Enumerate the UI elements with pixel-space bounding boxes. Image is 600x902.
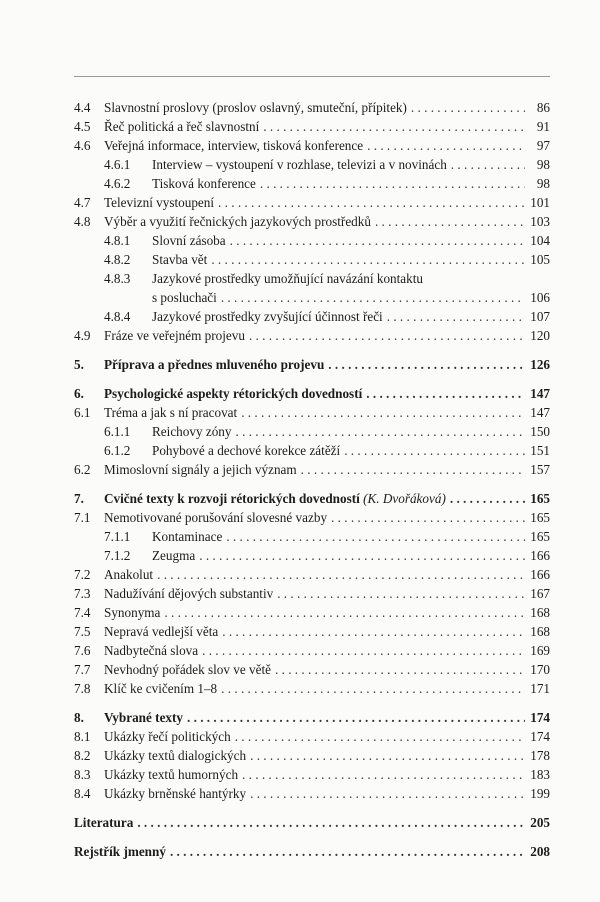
- toc-page: 199: [530, 786, 550, 801]
- toc-number: 7.2: [74, 567, 91, 582]
- toc-entry-6-1-1[interactable]: [74, 422, 550, 441]
- dot-leader: [367, 136, 525, 155]
- toc-number: 7.1: [74, 510, 91, 525]
- toc-number: 4.8.3: [104, 271, 131, 286]
- toc-number: 4.6.2: [104, 176, 131, 191]
- toc-title: Anakolut: [104, 567, 154, 582]
- toc-title: Jazykové prostředky zvyšující účinnost řeči: [152, 309, 383, 324]
- toc-number: 4.4: [74, 100, 91, 115]
- toc-entry-8-3[interactable]: [74, 765, 550, 784]
- toc-page: 166: [530, 548, 550, 563]
- toc-page: 147: [530, 405, 550, 420]
- dot-leader: [226, 527, 525, 546]
- toc-entry-7-2[interactable]: [74, 565, 550, 584]
- dot-leader: [202, 641, 525, 660]
- toc-number: 8.2: [74, 748, 91, 763]
- toc-page: 167: [530, 586, 550, 601]
- toc-page: 91: [536, 119, 550, 134]
- toc-page: 106: [530, 290, 550, 305]
- dot-leader: [249, 326, 525, 345]
- toc-page: 178: [530, 748, 550, 763]
- dot-leader: [170, 842, 525, 861]
- toc-entry-6-1-2[interactable]: [74, 441, 550, 460]
- toc-title: Vybrané texty: [104, 710, 183, 725]
- toc-entry-7-1[interactable]: [74, 508, 550, 527]
- toc-title: Slavnostní proslovy (proslov oslavný, smuteční, přípitek): [104, 100, 407, 115]
- dot-leader: [221, 288, 525, 307]
- dot-leader: [250, 784, 525, 803]
- toc-page: 174: [530, 729, 550, 744]
- toc-number: 7.4: [74, 605, 91, 620]
- toc-title-text: Cvičné texty k rozvoji rétorických dovedností: [104, 491, 360, 506]
- toc-title: Výběr a využití řečnických jazykových prostředků: [104, 214, 371, 229]
- toc-entry-4-9[interactable]: [74, 326, 550, 345]
- toc-entry-4-4[interactable]: [74, 98, 550, 117]
- toc-page: 165: [530, 529, 550, 544]
- toc-title: Mimoslovní signály a jejich význam: [104, 462, 297, 477]
- toc-title: [104, 489, 446, 508]
- dot-leader: [157, 565, 525, 584]
- dot-leader: [411, 98, 525, 117]
- toc-entry-4-6[interactable]: [74, 136, 550, 155]
- toc-entry-7-3[interactable]: [74, 584, 550, 603]
- toc-page: 168: [530, 605, 550, 620]
- toc-entry-4-7[interactable]: [74, 193, 550, 212]
- toc-entry-8-2[interactable]: [74, 746, 550, 765]
- dot-leader: [366, 384, 525, 403]
- dot-leader: [450, 489, 525, 508]
- toc-chapter-8[interactable]: [74, 708, 550, 727]
- toc-title: Tisková konference: [152, 176, 256, 191]
- toc-title: Nemotivované porušování slovesné vazby: [104, 510, 328, 525]
- toc-entry-6-1[interactable]: [74, 403, 550, 422]
- toc-entry-4-8[interactable]: [74, 212, 550, 231]
- toc-number: 4.6.1: [104, 157, 131, 172]
- toc-number: 4.6: [74, 138, 91, 153]
- toc-title: Rejstřík jmenný: [74, 844, 166, 859]
- header-rule: [74, 76, 550, 77]
- toc-title: Kontaminace: [152, 529, 223, 544]
- toc-title: Nadužívání dějových substantiv: [104, 586, 274, 601]
- toc-page: 120: [530, 328, 550, 343]
- dot-leader: [187, 708, 525, 727]
- toc-number: 8.3: [74, 767, 91, 782]
- toc-page: 169: [530, 643, 550, 658]
- toc-title: Fráze ve veřejném projevu: [104, 328, 245, 343]
- toc-title: Nepravá vedlejší věta: [104, 624, 219, 639]
- dot-leader: [263, 117, 525, 136]
- toc-title: Klíč ke cvičením 1–8: [104, 681, 218, 696]
- toc-title: Ukázky řečí politických: [104, 729, 231, 744]
- toc-title: Příprava a přednes mluveného projevu: [104, 357, 325, 372]
- toc-entry-4-8-1[interactable]: [74, 231, 550, 250]
- toc-number: 7.1.2: [104, 548, 131, 563]
- toc-literatura[interactable]: [74, 813, 550, 832]
- toc-page: 170: [530, 662, 550, 677]
- toc-number: 7.6: [74, 643, 91, 658]
- toc-title: Synonyma: [104, 605, 161, 620]
- toc-title: Reichovy zóny: [152, 424, 232, 439]
- dot-leader: [235, 727, 525, 746]
- dot-leader: [242, 765, 525, 784]
- toc-rejstrik[interactable]: [74, 842, 550, 861]
- toc-page: 157: [530, 462, 550, 477]
- toc-entry-4-6-2[interactable]: [74, 174, 550, 193]
- toc-page: 86: [536, 100, 550, 115]
- toc-page: 104: [530, 233, 550, 248]
- toc-chapter-7[interactable]: [74, 489, 550, 508]
- toc-page: 98: [536, 157, 550, 172]
- toc-number: 4.8.2: [104, 252, 131, 267]
- toc-title: Zeugma: [152, 548, 196, 563]
- toc-page: 174: [530, 710, 550, 725]
- toc-title: Veřejná informace, interview, tisková konference: [104, 138, 364, 153]
- toc-page: 208: [530, 844, 550, 859]
- toc-page: 165: [530, 510, 550, 525]
- toc-title: Ukázky brněnské hantýrky: [104, 786, 247, 801]
- toc-title: Pohybové a dechové korekce zátěží: [152, 443, 341, 458]
- toc-entry-4-5[interactable]: [74, 117, 550, 136]
- toc-entry-6-2[interactable]: [74, 460, 550, 479]
- dot-leader: [301, 460, 525, 479]
- toc-number: 7.3: [74, 586, 91, 601]
- toc-number: 7.1.1: [104, 529, 131, 544]
- dot-leader: [331, 508, 525, 527]
- toc-entry-7-7[interactable]: [74, 660, 550, 679]
- toc-entry-7-6[interactable]: [74, 641, 550, 660]
- toc-number: 8.4: [74, 786, 91, 801]
- toc-number: 6.1: [74, 405, 91, 420]
- toc-number: 4.7: [74, 195, 91, 210]
- toc-number: 4.8.4: [104, 309, 131, 324]
- toc-number: 6.1.1: [104, 424, 131, 439]
- toc-entry-7-4[interactable]: [74, 603, 550, 622]
- toc-title: Psychologické aspekty rétorických dovedností: [104, 386, 363, 401]
- toc-number: 7.5: [74, 624, 91, 639]
- dot-leader: [211, 250, 525, 269]
- dot-leader: [230, 231, 525, 250]
- toc-number: 8.1: [74, 729, 91, 744]
- toc-number: 6.1.2: [104, 443, 131, 458]
- toc-page: 205: [530, 815, 550, 830]
- toc-title: Řeč politická a řeč slavnostní: [104, 119, 260, 134]
- dot-leader: [241, 403, 525, 422]
- dot-leader: [451, 155, 525, 174]
- toc-number: 4.8.1: [104, 233, 131, 248]
- toc-number: 5.: [74, 357, 84, 372]
- table-of-contents: [74, 98, 550, 861]
- dot-leader: [164, 603, 525, 622]
- toc-number: 6.2: [74, 462, 91, 477]
- dot-leader: [275, 660, 525, 679]
- toc-title: Interview – vystoupení v rozhlase, televizi a v novinách: [152, 157, 447, 172]
- dot-leader: [235, 422, 525, 441]
- toc-entry-4-8-4[interactable]: [74, 307, 550, 326]
- dot-leader: [260, 174, 525, 193]
- toc-page: 105: [530, 252, 550, 267]
- toc-page: 183: [530, 767, 550, 782]
- toc-chapter-6[interactable]: [74, 384, 550, 403]
- toc-title-continued: s posluchači: [152, 290, 217, 305]
- toc-chapter-5[interactable]: [74, 355, 550, 374]
- toc-number: 4.9: [74, 328, 91, 343]
- toc-page: 107: [530, 309, 550, 324]
- toc-page: 97: [536, 138, 550, 153]
- toc-page: 126: [530, 357, 550, 372]
- dot-leader: [250, 746, 525, 765]
- toc-entry-7-5[interactable]: [74, 622, 550, 641]
- toc-title: Slovní zásoba: [152, 233, 226, 248]
- dot-leader: [218, 193, 525, 212]
- toc-page: 166: [530, 567, 550, 582]
- toc-title: Literatura: [74, 815, 134, 830]
- toc-number: 7.7: [74, 662, 91, 677]
- toc-entry-8-1[interactable]: [74, 727, 550, 746]
- toc-page: 103: [530, 214, 550, 229]
- toc-entry-8-4[interactable]: [74, 784, 550, 803]
- toc-entry-4-6-1[interactable]: [74, 155, 550, 174]
- toc-author: (K. Dvořáková): [363, 491, 446, 506]
- toc-page: 168: [530, 624, 550, 639]
- toc-page: 101: [530, 195, 550, 210]
- dot-leader: [387, 307, 525, 326]
- toc-entry-4-8-2[interactable]: [74, 250, 550, 269]
- toc-page: 151: [530, 443, 550, 458]
- toc-title: Ukázky textů dialogických: [104, 748, 247, 763]
- toc-page: 150: [530, 424, 550, 439]
- toc-page: 171: [530, 681, 550, 696]
- toc-page: 98: [536, 176, 550, 191]
- toc-title: Nevhodný pořádek slov ve větě: [104, 662, 271, 677]
- toc-title: Ukázky textů humorných: [104, 767, 239, 782]
- toc-title: Stavba vět: [152, 252, 208, 267]
- toc-page: 147: [530, 386, 550, 401]
- dot-leader: [344, 441, 525, 460]
- toc-number: 7.8: [74, 681, 91, 696]
- toc-title: Televizní vystoupení: [104, 195, 215, 210]
- toc-entry-7-8[interactable]: [74, 679, 550, 698]
- dot-leader: [277, 584, 525, 603]
- dot-leader: [375, 212, 525, 231]
- toc-number: 8.: [74, 710, 84, 725]
- toc-entry-4-8-3-line1[interactable]: [74, 269, 550, 288]
- dot-leader: [328, 355, 525, 374]
- toc-entry-7-1-1[interactable]: [74, 527, 550, 546]
- toc-number: 4.8: [74, 214, 91, 229]
- toc-number: 7.: [74, 491, 84, 506]
- toc-number: 4.5: [74, 119, 91, 134]
- toc-title: Tréma a jak s ní pracovat: [104, 405, 238, 420]
- toc-entry-7-1-2[interactable]: [74, 546, 550, 565]
- toc-title: Nadbytečná slova: [104, 643, 199, 658]
- dot-leader: [222, 622, 525, 641]
- toc-title: Jazykové prostředky umožňující navázání kontaktu: [152, 271, 423, 286]
- dot-leader: [137, 813, 525, 832]
- toc-entry-4-8-3[interactable]: [74, 288, 550, 307]
- toc-number: 6.: [74, 386, 84, 401]
- toc-page: 165: [530, 491, 550, 506]
- dot-leader: [221, 679, 525, 698]
- dot-leader: [199, 546, 525, 565]
